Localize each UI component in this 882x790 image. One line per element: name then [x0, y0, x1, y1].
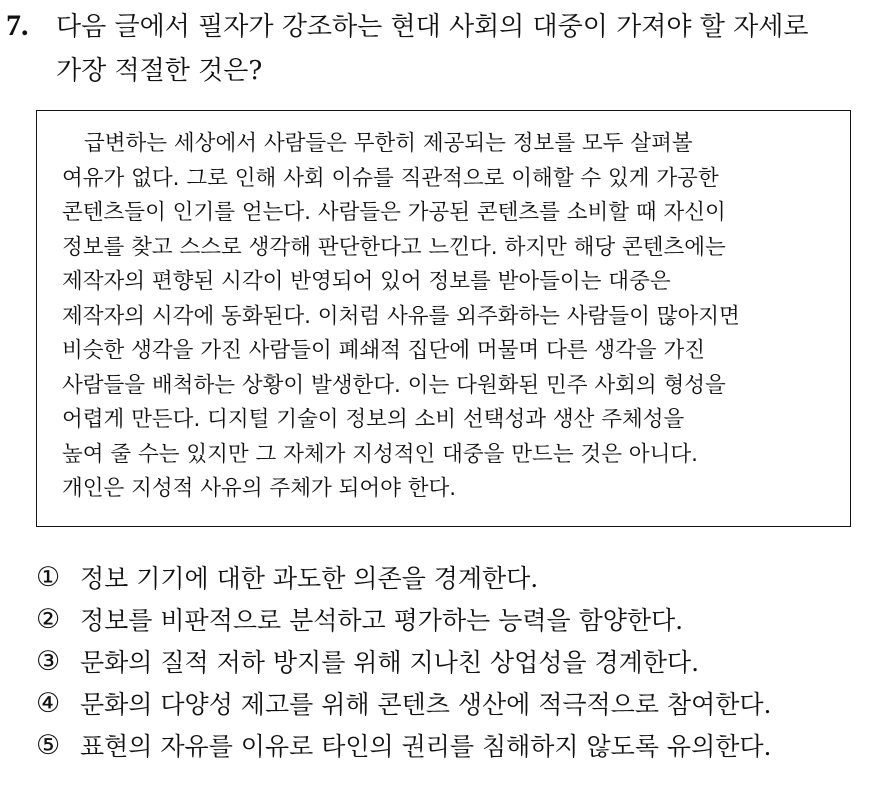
option-number: ③	[36, 645, 61, 677]
answer-option-4[interactable]	[36, 682, 876, 724]
passage-line: 사람들을 배척하는 상황이 발생한다. 이는 다원화된 민주 사회의 형성을	[62, 372, 726, 398]
option-number: ②	[36, 603, 61, 635]
option-text: 문화의 다양성 제고를 위해 콘텐츠 생산에 적극적으로 참여한다.	[80, 690, 772, 719]
passage-line: 여유가 없다. 그로 인해 사회 이슈를 직관적으로 이해할 수 있게 가공한	[62, 165, 719, 191]
passage-box	[36, 110, 851, 527]
option-text: 표현의 자유를 이유로 타인의 권리를 침해하지 않도록 유의한다.	[80, 732, 772, 761]
option-number: ①	[36, 561, 61, 593]
option-text: 문화의 질적 저하 방지를 위해 지나친 상업성을 경계한다.	[80, 648, 700, 677]
question-text-2: 가장 적절한 것은?	[56, 56, 263, 86]
passage-line: 콘텐츠들이 인기를 얻는다. 사람들은 가공된 콘텐츠를 소비할 때 자신이	[62, 200, 726, 225]
passage-line: 비슷한 생각을 가진 사람들이 폐쇄적 집단에 머물며 다른 생각을 가진	[62, 338, 706, 363]
option-number: ⑤	[36, 729, 61, 761]
passage-text	[62, 127, 832, 507]
passage-line: 급변하는 세상에서 사람들은 무한히 제공되는 정보를 모두 살펴볼	[84, 131, 693, 156]
passage-line: 어렵게 만든다. 디지털 기술이 정보의 소비 선택성과 생산 주체성을	[62, 407, 685, 432]
question-stem	[6, 4, 876, 93]
passage-line: 개인은 지성적 사유의 주체가 되어야 한다.	[62, 476, 457, 501]
answer-options	[36, 556, 876, 766]
answer-option-5[interactable]	[36, 724, 876, 766]
answer-option-1[interactable]	[36, 556, 876, 598]
passage-line: 높여 줄 수는 있지만 그 자체가 지성적인 대중을 만드는 것은 아니다.	[62, 441, 698, 467]
question-number: 7.	[6, 9, 29, 42]
question-line-1	[6, 4, 876, 49]
passage-line: 제작자의 시각에 동화된다. 이처럼 사유를 외주화하는 사람들이 많아지면	[62, 303, 740, 329]
option-text: 정보를 비판적으로 분석하고 평가하는 능력을 함양한다.	[80, 606, 684, 635]
passage-line: 정보를 찾고 스스로 생각해 판단한다고 느낀다. 하지만 해당 콘텐츠에는	[62, 234, 726, 260]
passage-line: 제작자의 편향된 시각이 반영되어 있어 정보를 받아들이는 대중은	[62, 269, 671, 294]
option-text: 정보 기기에 대한 과도한 의존을 경계한다.	[80, 564, 539, 593]
option-number: ④	[36, 687, 61, 719]
question-text-1: 다음 글에서 필자가 강조하는 현대 사회의 대중이 가져야 할 자세로	[56, 12, 809, 42]
answer-option-3[interactable]	[36, 640, 876, 682]
answer-option-2[interactable]	[36, 598, 876, 640]
